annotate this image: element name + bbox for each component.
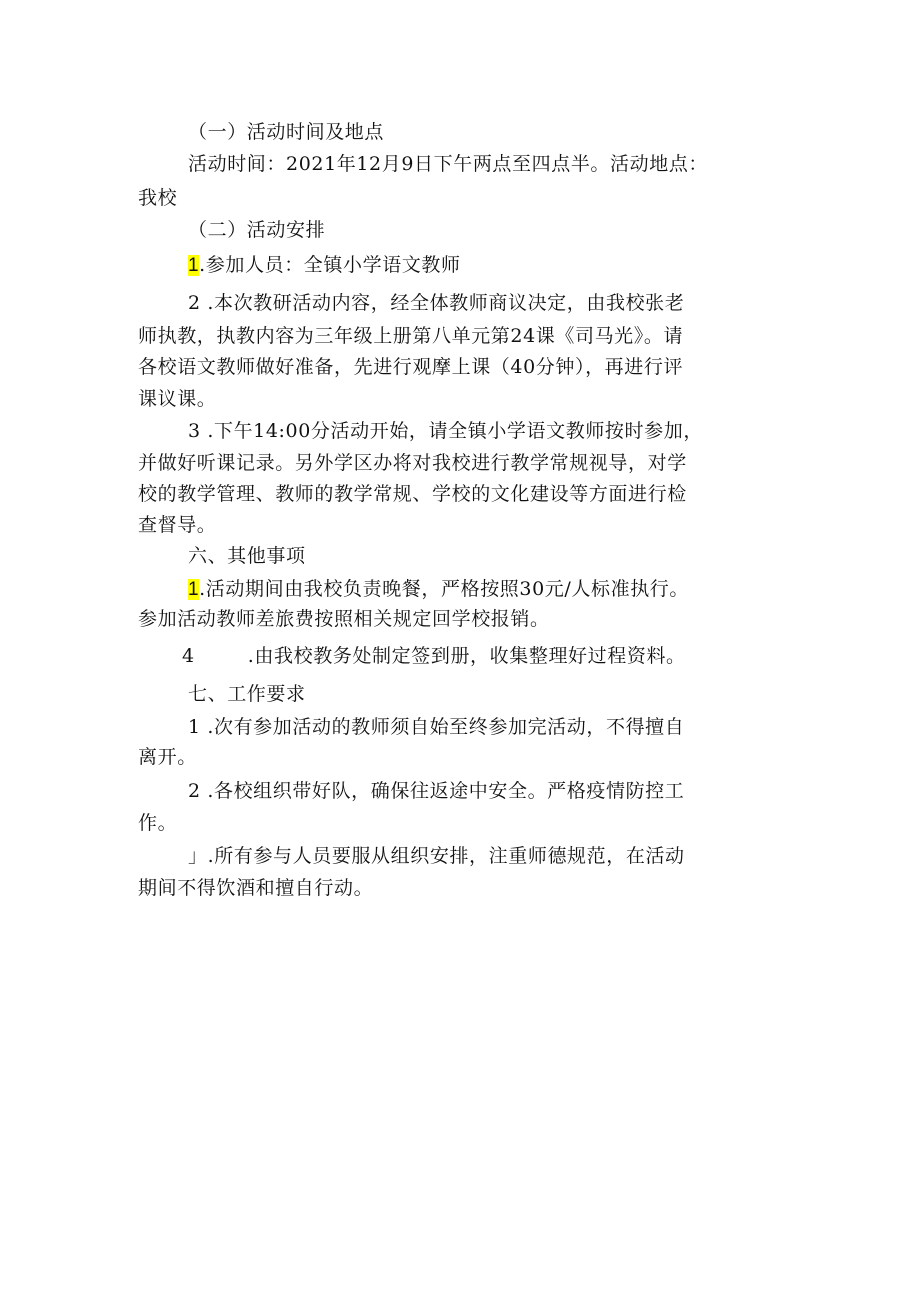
paragraph-line: 4 .由我校教务处制定签到册，收集整理好过程资料。	[182, 645, 686, 667]
paragraph-line: 各校语文教师做好准备，先进行观摩上课（40分钟），再进行评	[138, 356, 684, 378]
paragraph-line: 期间不得饮酒和擅自行动。	[138, 877, 374, 899]
list-item-dinner	[188, 578, 838, 600]
list-item-participants	[188, 254, 838, 276]
paragraph-line: 」.所有参与人员要服从组织安排，注重师德规范，在活动	[188, 845, 685, 867]
paragraph-line: 作。	[138, 812, 178, 834]
section-heading-other-matters: 六、其他事项	[188, 545, 306, 567]
highlighted-list-number: 1	[188, 255, 200, 276]
paragraph-line: 活动时间：2021年12月9日下午两点至四点半。活动地点：	[188, 153, 709, 175]
paragraph-line: 3 .下午14:00分活动开始，请全镇小学语文教师按时参加，	[188, 420, 703, 442]
paragraph-line: 2 .本次教研活动内容，经全体教师商议决定，由我校张老	[188, 292, 685, 314]
paragraph-line: 我校	[138, 187, 178, 209]
paragraph-line: 离开。	[138, 746, 197, 768]
paragraph-line: 1 .次有参加活动的教师须自始至终参加完活动，不得擅自	[188, 716, 685, 738]
list-item-text: .参加人员：全镇小学语文教师	[199, 254, 461, 276]
paragraph-line: 校的教学管理、教师的教学常规、学校的文化建设等方面进行检	[138, 483, 687, 505]
highlighted-list-number: 1	[188, 579, 200, 600]
paragraph-line: 课议课。	[138, 388, 217, 410]
paragraph-line: 2 .各校组织带好队，确保往返途中安全。严格疫情防控工	[188, 780, 685, 802]
paragraph-line: 参加活动教师差旅费按照相关规定回学校报销。	[138, 608, 550, 630]
section-heading-time-place: （一）活动时间及地点	[188, 121, 385, 143]
paragraph-line: 并做好听课记录。另外学区办将对我校进行教学常规视导，对学	[138, 452, 687, 474]
paragraph-line: 师执教，执教内容为三年级上册第八单元第24课《司马光》。请	[138, 325, 684, 347]
section-heading-work-requirements: 七、工作要求	[188, 683, 306, 705]
paragraph-line: 查督导。	[138, 514, 217, 536]
list-item-text: .活动期间由我校负责晚餐，严格按照30元/人标准执行。	[199, 578, 689, 600]
section-heading-arrangement: （二）活动安排	[188, 219, 326, 241]
